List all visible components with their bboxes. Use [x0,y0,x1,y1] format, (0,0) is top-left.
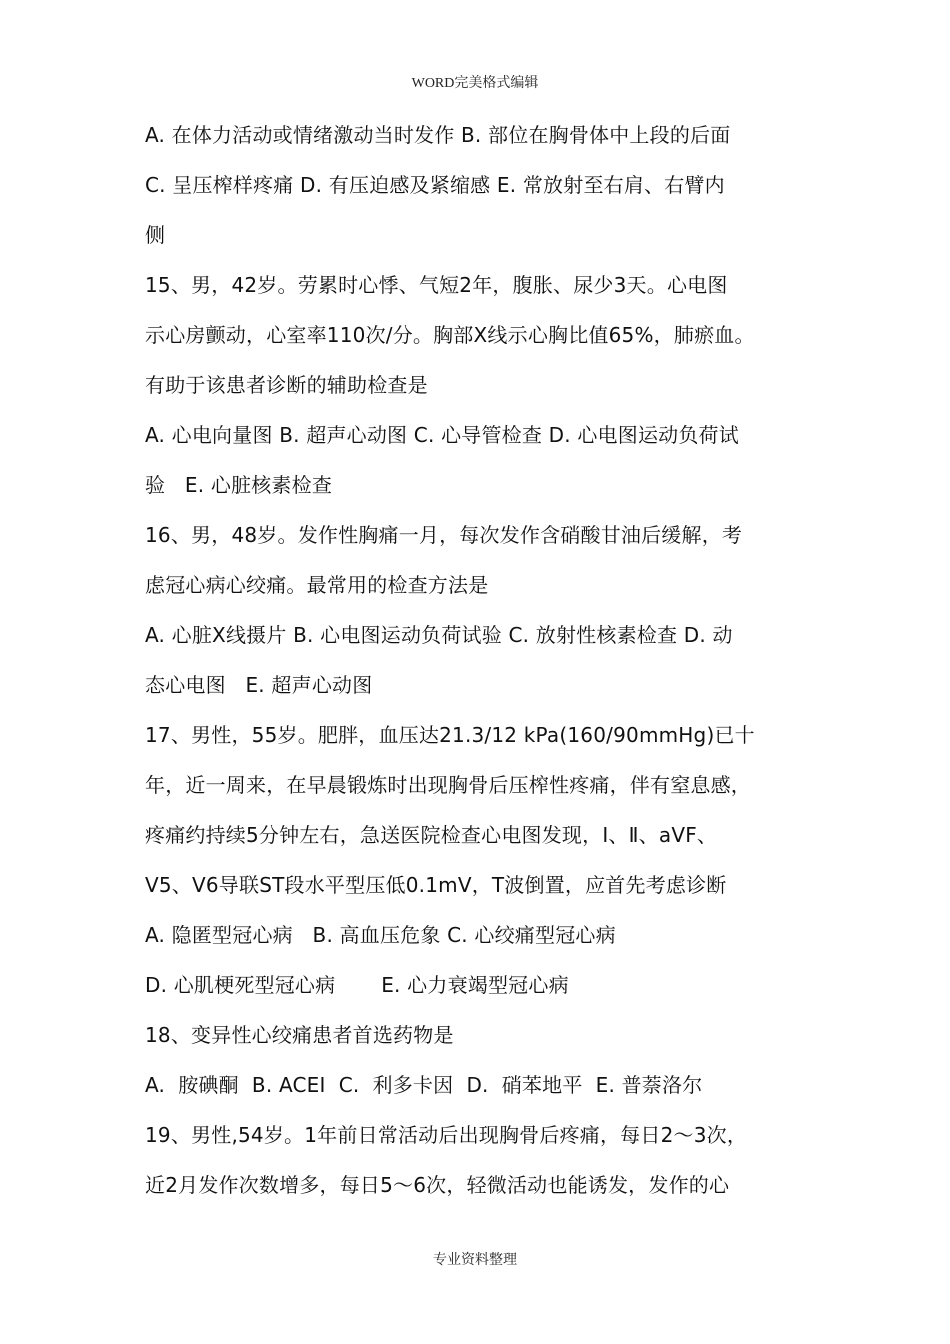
text-line: A. 心脏X线摄片 B. 心电图运动负荷试验 C. 放射性核素检查 D. 动 [145,623,733,647]
text-line: 验 E. 心脏核素检查 [145,473,333,497]
text-line: 年，近一周来，在早晨锻炼时出现胸骨后压榨性疼痛，伴有窒息感， [145,773,751,797]
text-line: A. 胺碘酮 B. ACEI C. 利多卡因 D. 硝苯地平 E. 普萘洛尔 [145,1073,703,1097]
page-footer: 专业资料整理 [433,1253,517,1268]
question-17-line: 17、男性，55岁。肥胖，血压达21.3/12 kPa(160/90mmHg)已十 [145,723,755,747]
text-line: A. 在体力活动或情绪激动当时发作 B. 部位在胸骨体中上段的后面 [145,123,731,147]
text-line: A. 隐匿型冠心病 B. 高血压危象 C. 心绞痛型冠心病 [145,923,616,947]
text-line: 近2月发作次数增多，每日5～6次，轻微活动也能诱发，发作的心 [145,1173,730,1197]
question-15-line: 15、男，42岁。劳累时心悸、气短2年，腹胀、尿少3天。心电图 [145,273,728,297]
document-body [145,110,820,1210]
text-line: 侧 [145,223,166,247]
question-18-line: 18、变异性心绞痛患者首选药物是 [145,1023,454,1047]
text-line: V5、V6导联ST段水平型压低0.1mV，T波倒置，应首先考虑诊断 [145,873,727,897]
text-line: 虑冠心病心绞痛。最常用的检查方法是 [145,573,489,597]
text-line: 疼痛约持续5分钟左右，急送医院检查心电图发现，Ⅰ、Ⅱ、aVF、 [145,823,718,847]
text-line: A. 心电向量图 B. 超声心动图 C. 心导管检查 D. 心电图运动负荷试 [145,423,739,447]
text-line: 态心电图 E. 超声心动图 [145,673,373,697]
question-16-line: 16、男，48岁。发作性胸痛一月，每次发作含硝酸甘油后缓解，考 [145,523,743,547]
text-line: D. 心肌梗死型冠心病 E. 心力衰竭型冠心病 [145,973,569,997]
text-line: C. 呈压榨样疼痛 D. 有压迫感及紧缩感 E. 常放射至右肩、右臂内 [145,173,725,197]
text-line: 有助于该患者诊断的辅助检查是 [145,373,428,397]
text-line: 示心房颤动，心室率110次/分。胸部X线示心胸比值65%，肺瘀血。 [145,323,755,347]
page-header: WORD完美格式编辑 [411,76,539,91]
question-19-line: 19、男性,54岁。1年前日常活动后出现胸骨后疼痛，每日2～3次， [145,1123,748,1147]
